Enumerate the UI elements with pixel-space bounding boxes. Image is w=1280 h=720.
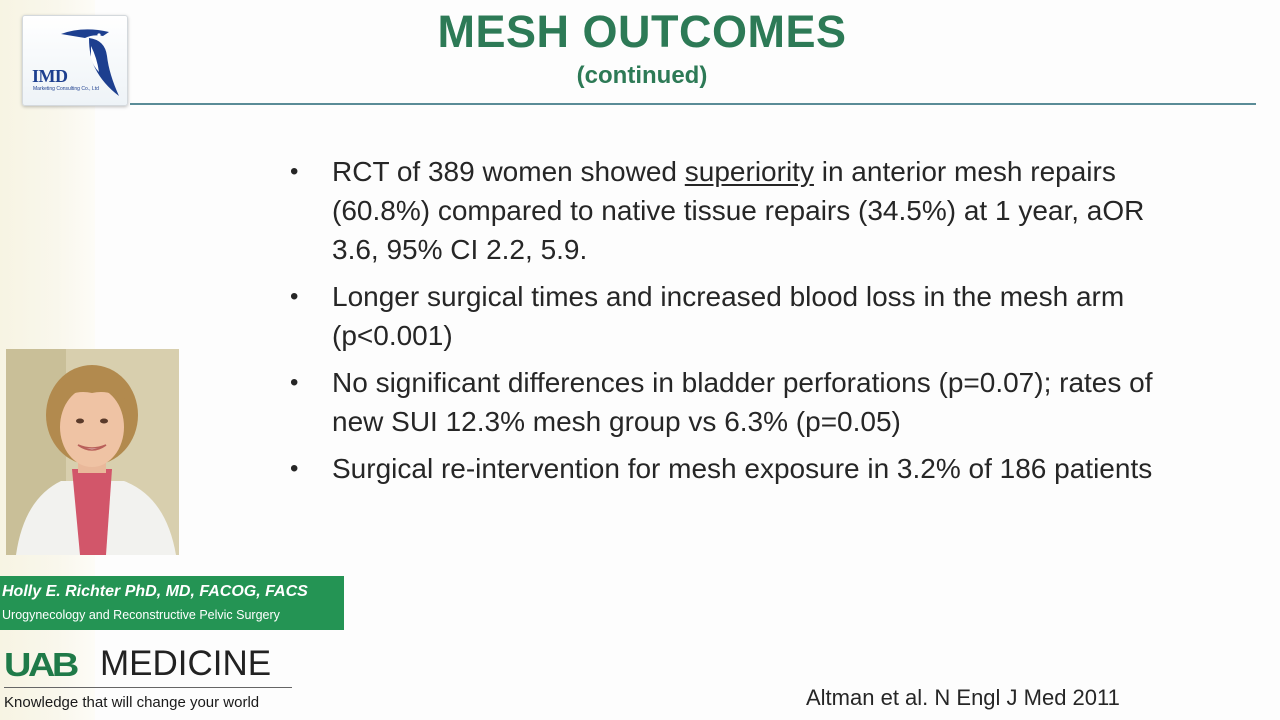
bullet-item	[290, 277, 1190, 355]
logo-text: IMD	[32, 66, 68, 86]
uab-wordmark: MEDICINE	[100, 644, 272, 683]
bullet-text: RCT of 389 women showed	[332, 156, 685, 187]
bullet-item	[290, 363, 1190, 441]
slide-subtitle: (continued)	[576, 62, 708, 89]
bullet-text-rest: in anterior mesh repairs (60.8%) compared to native tissue repairs (34.5%) at 1 year, aOR 3.6, 95% CI 2.2, 5.9.	[332, 156, 1145, 265]
uab-medicine-logo	[4, 644, 294, 684]
company-logo	[22, 15, 128, 106]
institution-tagline: Knowledge that will change your world	[4, 694, 260, 711]
presenter-name: Holly E. Richter PhD, MD, FACOG, FACS	[2, 583, 308, 600]
presenter-department: Urogynecology and Reconstructive Pelvic Surgery	[2, 608, 280, 622]
bullet-dot-icon: •	[290, 158, 299, 185]
bullet-dot-icon: •	[290, 369, 299, 396]
bullet-text: No significant differences in bladder perforations (p=0.07); rates of new SUI 12.3% mesh group vs 6.3% (p=0.05)	[332, 367, 1153, 437]
bullet-dot-icon: •	[290, 455, 299, 482]
citation: Altman et al. N Engl J Med 2011	[806, 685, 1120, 710]
uab-mark: UAB	[4, 646, 76, 683]
logo-subtitle: Marketing Consulting Co., Ltd	[33, 86, 99, 92]
bullet-list	[290, 152, 1190, 496]
presenter-photo	[6, 349, 179, 555]
slide-title: MESH OUTCOMES	[437, 6, 847, 57]
bullet-item	[290, 152, 1190, 269]
presenter-name-bar	[0, 576, 344, 630]
bullet-text: Longer surgical times and increased blood loss in the mesh arm (p<0.001)	[332, 281, 1125, 351]
bullet-dot-icon: •	[290, 283, 299, 310]
title-divider	[130, 103, 1256, 105]
bullet-text: Surgical re-intervention for mesh exposure in 3.2% of 186 patients	[332, 453, 1153, 484]
bullet-item	[290, 449, 1190, 488]
tagline-divider	[4, 687, 292, 688]
bullet-emphasis: superiority	[684, 156, 814, 187]
